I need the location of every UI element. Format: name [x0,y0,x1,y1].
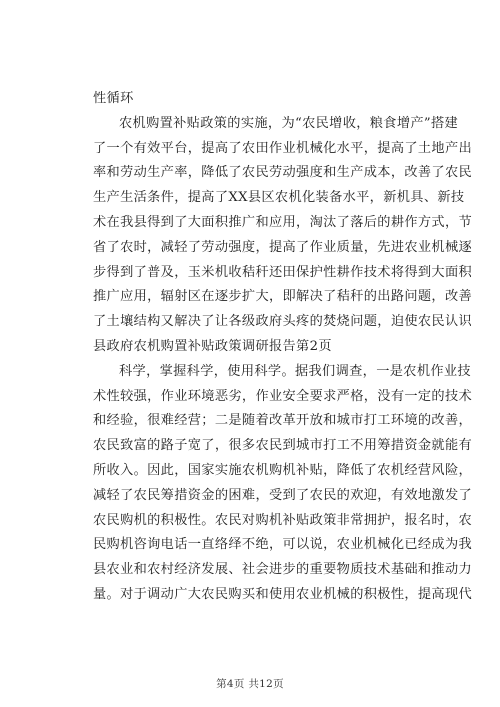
text-line: 步得到了普及，玉米机收秸秆还田保护性耕作技术将得到大面积 [93,264,473,280]
text-line: 省了农时，减轻了劳动强度，提高了作业质量，先进农业机械逐 [93,239,473,255]
text-line: 农民致富的路子宽了，很多农民到城市打工不用筹措资金就能有 [93,438,473,454]
text-line: 率和劳动生产率，降低了农民劳动强度和生产成本，改善了农民 [93,165,473,181]
text-line: 县政府农机购置补贴政策调研报告第2页 [93,338,332,354]
text-line: 了土壤结构又解决了让各级政府头疼的焚烧问题，迫使农民认识 [93,314,473,330]
page-number-footer: 第4页 共12页 [216,678,284,690]
text-line: 推广应用，辐射区在逐步扩大，即解决了秸秆的出路问题，改善 [93,289,473,305]
text-line: 农民购机的积极性。农民对购机补贴政策非常拥护，报名时，农 [93,512,473,528]
paragraph-start-line: 农机购置补贴政策的实施，为“农民增收，粮食增产”搭建 [119,115,459,131]
text-line: 术性较强，作业环境恶劣，作业安全要求严格，没有一定的技术 [93,388,473,404]
text-line: 县农业和农村经济发展、社会进步的重要物质技术基础和推动力 [93,562,473,578]
text-line: 减轻了农民筹措资金的困难，受到了农民的欢迎，有效地激发了 [93,487,473,503]
text-line: 生产生活条件，提高了XX县区农机化装备水平，新机具、新技 [93,190,465,206]
text-line: 术在我县得到了大面积推广和应用，淘汰了落后的耕作方式，节 [93,214,473,230]
text-line: 量。对于调动广大农民购买和使用农业机械的积极性，提高现代 [93,586,473,602]
paragraph-start-line: 科学，掌握科学，使用科学。据我们调查，一是农机作业技 [119,363,471,379]
text-line: 了一个有效平台，提高了农田作业机械化水平，提高了土地产出 [93,140,473,156]
text-line: 民购机咨询电话一直络绎不绝，可以说，农业机械化已经成为我 [93,537,473,553]
body-text [93,87,473,608]
text-line: 所收入。因此，国家实施农机购机补贴，降低了农机经营风险， [93,462,473,478]
text-line: 和经验，很难经营；二是随着改革开放和城市打工环境的改善， [93,413,473,429]
text-line: 性循环 [93,91,134,106]
